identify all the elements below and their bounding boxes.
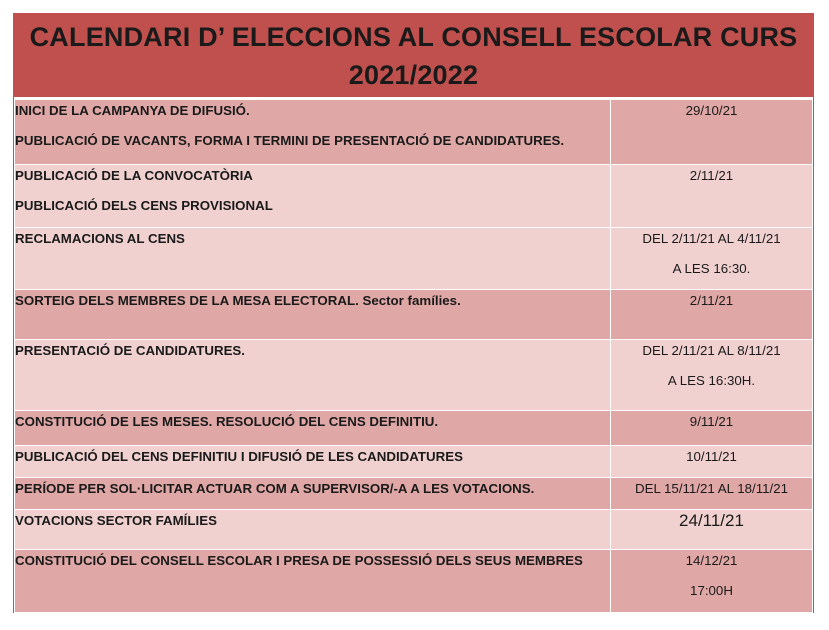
date-text: 9/11/21 [689,414,734,429]
event-cell [15,446,611,478]
table-row [15,411,813,446]
event-cell [15,510,611,550]
title-line-2: 2021/2022 [348,59,479,90]
table-row [15,100,813,165]
date-cell [611,290,813,340]
date-text: DEL 15/11/21 AL 18/11/21 [634,481,789,496]
table-row [15,510,813,550]
date-cell [611,478,813,510]
table-row [15,340,813,411]
table-row [15,446,813,478]
date-text: DEL 2/11/21 AL 4/11/21 [642,231,781,246]
title-line-1: CALENDARI D’ ELECCIONS AL CONSELL ESCOLAR CURS [29,21,798,52]
date-cell [611,550,813,613]
election-calendar-table [13,13,814,613]
event-text: PRESENTACIÓ DE CANDIDATURES. [15,343,246,358]
date-text: 17:00H [690,583,733,598]
event-text: CONSTITUCIÓ DE LES MESES. RESOLUCIÓ DEL CENS DEFINITIU. [15,414,439,429]
event-text: VOTACIONS SECTOR FAMÍLIES [15,513,217,528]
table-row [15,290,813,340]
event-text: INICI DE LA CAMPANYA DE DIFUSIÓ. [15,103,250,118]
event-cell [15,550,611,613]
event-cell [15,290,611,340]
date-text: 10/11/21 [686,449,737,464]
event-cell [15,228,611,290]
table-row [15,550,813,613]
date-cell [611,446,813,478]
event-text: SORTEIG DELS MEMBRES DE LA MESA ELECTORAL. Sector famílies. [15,293,461,308]
event-text: PERÍODE PER SOL·LICITAR ACTUAR COM A SUPERVISOR/-A A LES VOTACIONS. [15,481,535,496]
date-cell [611,228,813,290]
date-text: 14/12/21 [685,553,738,568]
event-cell [15,100,611,165]
calendar-table [14,99,813,613]
date-text: DEL 2/11/21 AL 8/11/21 [642,343,781,358]
table-row [15,478,813,510]
date-cell [611,340,813,411]
event-text: RECLAMACIONS AL CENS [15,231,185,246]
date-text: 2/11/21 [689,168,734,183]
table-row [15,228,813,290]
event-text: CONSTITUCIÓ DEL CONSELL ESCOLAR I PRESA DE POSSESSIÓ DELS SEUS MEMBRES [15,553,583,568]
date-text: A LES 16:30. [672,261,751,276]
date-text: 29/10/21 [685,103,738,118]
table-row [15,165,813,228]
event-cell [15,340,611,411]
event-cell [15,478,611,510]
event-text: PUBLICACIÓ DE LA CONVOCATÒRIA [15,168,253,183]
date-cell [611,165,813,228]
date-cell [611,510,813,550]
title-banner [14,14,813,99]
event-text: PUBLICACIÓ DE VACANTS, FORMA I TERMINI DE PRESENTACIÓ DE CANDIDATURES. [15,133,565,148]
date-cell [611,100,813,165]
date-cell [611,411,813,446]
event-cell [15,165,611,228]
event-text: PUBLICACIÓ DEL CENS DEFINITIU I DIFUSIÓ DE LES CANDIDATURES [15,449,463,464]
date-text: A LES 16:30H. [667,373,756,388]
page-title [30,18,798,94]
event-cell [15,411,611,446]
date-text: 2/11/21 [689,293,734,308]
event-text: PUBLICACIÓ DELS CENS PROVISIONAL [15,198,273,213]
date-text: 24/11/21 [679,511,744,530]
